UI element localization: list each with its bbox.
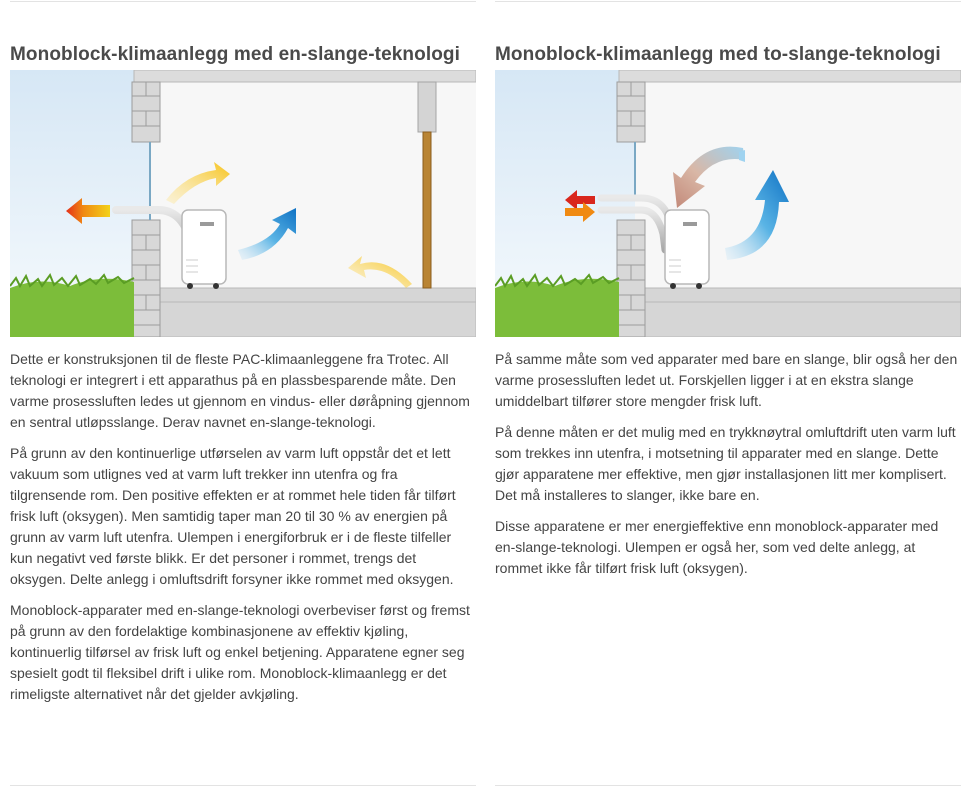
bottom-divider-left <box>10 785 476 786</box>
top-divider-right <box>495 1 961 2</box>
floor-slab <box>619 288 961 337</box>
paragraph: Monoblock-apparater med en-slange-teknologi overbeviser først og fremst på grunn av den fordelaktige kombinasjonene av effektiv kjøling, kontinuerlig tilførsel av frisk luft og enkel betjening. Apparatene egner seg spesielt godt til fleksibel drift i ulike rom. Monoblock-klimaanlegg er det rimeligste alternativet når det gjelder avkjøling. <box>10 602 470 702</box>
ac-unit <box>665 210 709 289</box>
bottom-divider-right <box>495 785 961 786</box>
single-hose-illustration <box>10 70 476 337</box>
dual-hose-description <box>495 349 961 589</box>
ac-unit <box>182 210 226 289</box>
grass <box>495 279 619 337</box>
dual-hose-illustration <box>495 70 961 337</box>
grass <box>10 279 134 337</box>
ceiling <box>619 70 961 82</box>
paragraph: På denne måten er det mulig med en trykknøytral omluftdrift uten varm luft som trekkes inn utenfra, i motsetning til apparater med en slange. Dette gjør apparatene mer effektive, men gjør installasjonen litt mer komplisert. Det må installeres to slanger, ikke bare en. <box>495 424 956 503</box>
paragraph: Dette er konstruksjonen til de fleste PAC-klimaanleggene fra Trotec. All teknologi er integrert i ett apparathus på en plassbesparende måte. Den varme prosessluften ledes ut gjennom en vindus- eller døråpning gjennom en sentral utløpsslange. Derav navnet en-slange-teknologi. <box>10 351 470 430</box>
top-divider-left <box>10 1 476 2</box>
paragraph: På grunn av den kontinuerlige utførselen av varm luft oppstår det et lett vakuum som utlignes ved at varm luft trekker inn utenfra og fra tilgrensende rom. Den positive effekten er at rommet hele tiden får tilført frisk luft (oksygen). Men samtidig taper man 20 til 30 % av energien på grunn av varm luft utenfra. Ulempen i energiforbruk er i de fleste tilfeller kun negativt ved første blikk. Er det personer i rommet, trengs det oksygen. Delte anlegg i omluftsdrift forsyner ikke rommet med oksygen. <box>10 445 456 587</box>
paragraph: På samme måte som ved apparater med bare en slange, blir også her den varme prosessluften ledet ut. Forskjellen ligger i at en ekstra slange umiddelbart tilfører store mengder frisk luft. <box>495 351 958 409</box>
dual-hose-title: Monoblock-klimaanlegg med to-slange-teknologi <box>495 44 941 65</box>
single-hose-title: Monoblock-klimaanlegg med en-slange-teknologi <box>10 44 460 65</box>
ceiling <box>134 70 476 82</box>
floor-slab <box>134 288 476 337</box>
single-hose-description <box>10 349 476 715</box>
paragraph: Disse apparatene er mer energieffektive enn monoblock-apparater med en-slange-teknologi. Ulempen er også her, som ved delte anlegg, at rommet ikke får tilført frisk luft (oksygen). <box>495 518 939 576</box>
